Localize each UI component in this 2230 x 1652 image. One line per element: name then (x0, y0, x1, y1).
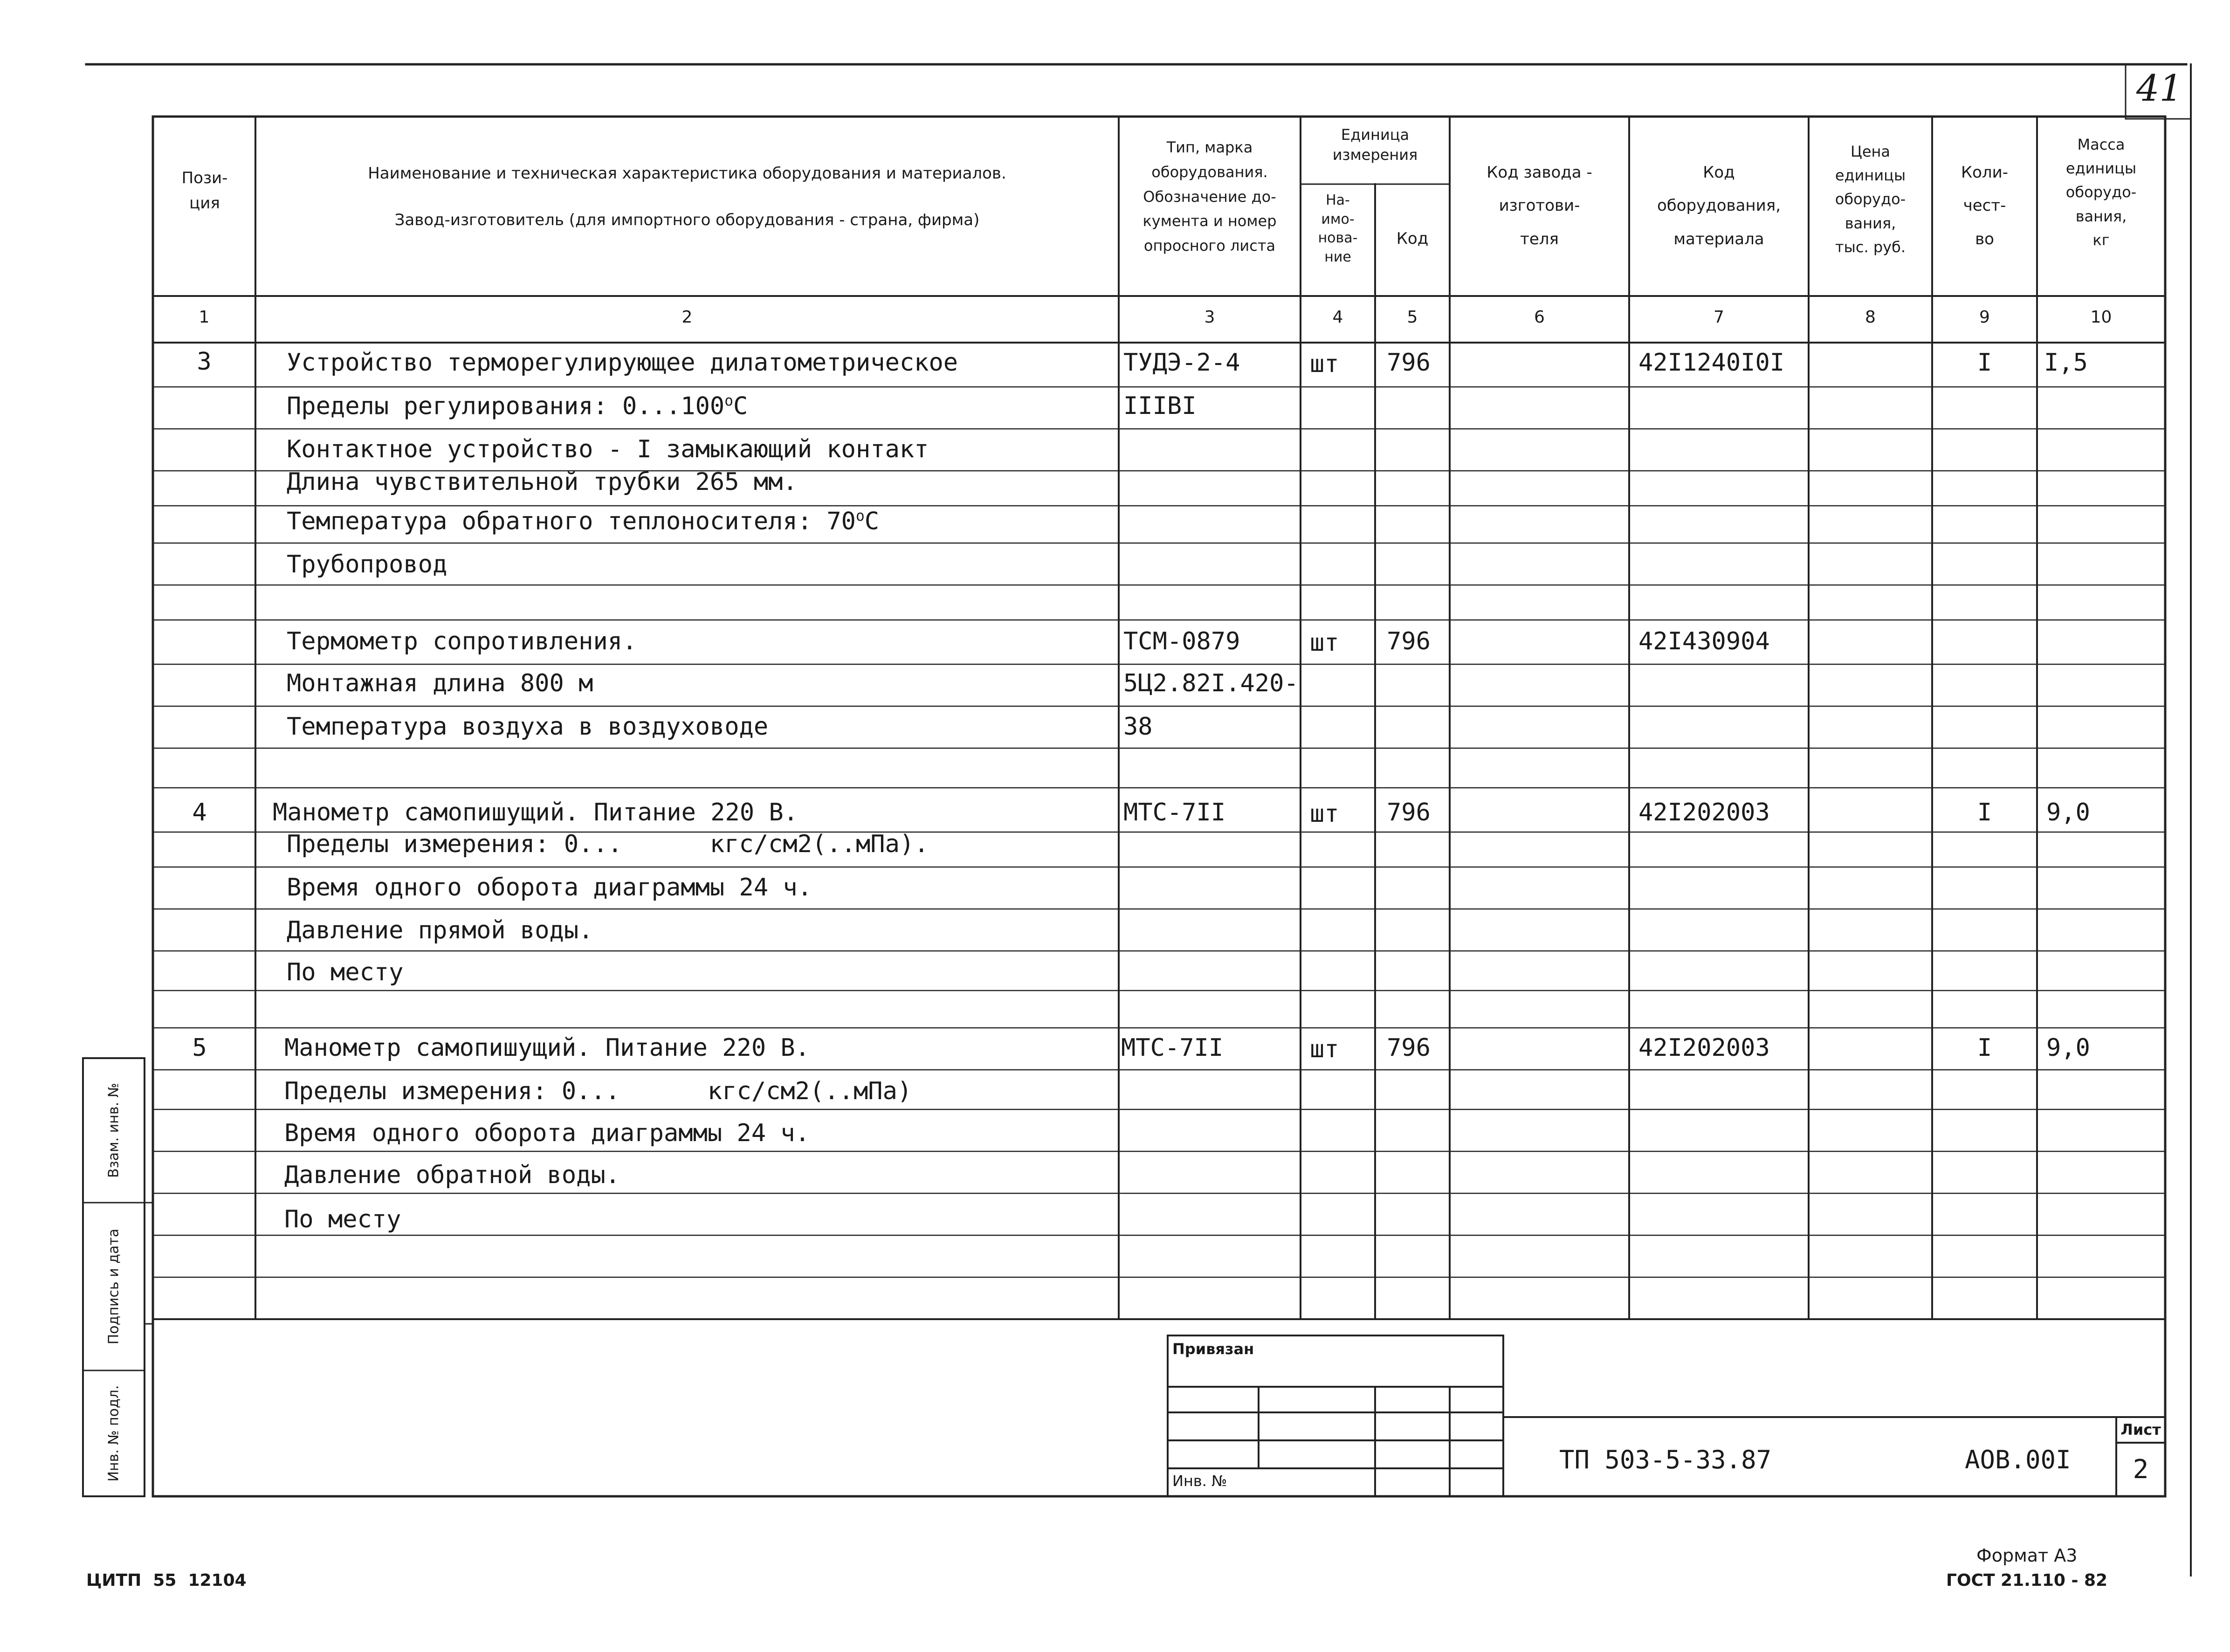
colnum-2: 2 (681, 308, 693, 327)
row10-name: Манометр самопишущий. Питание 220 В. (273, 798, 798, 826)
row10-mass: 9,0 (2046, 798, 2090, 826)
row15-type: МТС-7II (1121, 1034, 1224, 1062)
row4-name: Длина чувствительной трубки 265 мм. (287, 468, 798, 496)
row1-unit-code: 796 (1387, 349, 1431, 377)
row15-equipment-code: 42I202003 (1638, 1034, 1770, 1062)
header-type: Тип, марка оборудования. Обозначение до- кумента и номер опросного листа (1143, 138, 1277, 255)
row14-name: По месту (287, 958, 404, 986)
stamp-sheet-label: Лист (2120, 1421, 2161, 1439)
row1-equipment-code: 42I1240I0I (1638, 349, 1785, 377)
row2-type: IIIBI (1123, 392, 1197, 420)
stamp-sheet-value: 2 (2133, 1454, 2149, 1485)
row10-unit: шт (1310, 800, 1339, 828)
header-unit-group: Единица измерения (1332, 126, 1418, 164)
row7-unit: шт (1310, 629, 1339, 657)
side-label-signature-date: Подпись и дата (105, 1228, 122, 1345)
stamp-inv-no: Инв. № (1172, 1472, 1227, 1490)
row1-unit: шт (1310, 350, 1339, 378)
row2-name (287, 394, 748, 418)
row15-unit: шт (1310, 1035, 1339, 1063)
colnum-7: 7 (1714, 308, 1724, 327)
header-equipment-code: Код оборудования, материала (1657, 163, 1781, 248)
header-quantity: Коли- чест- во (1961, 163, 2009, 248)
row10-unit-code: 796 (1387, 798, 1431, 826)
row5-name (287, 507, 880, 536)
header-mass: Масса единицы оборудо- вания, кг (2065, 136, 2137, 249)
row3-name: Контактное устройство - I замыкающий контакт (287, 435, 929, 463)
row19-name: По месту (284, 1205, 401, 1233)
row17-name: Время одного оборота диаграммы 24 ч. (284, 1119, 810, 1147)
footer-left-code: ЦИТП 55 12104 (86, 1571, 247, 1590)
row5-degree: о (855, 508, 865, 524)
row9-name: Температура воздуха в воздуховоде (287, 713, 769, 741)
row1-position: 3 (197, 348, 212, 376)
row2-name-unit: С (733, 392, 748, 420)
colnum-5: 5 (1407, 308, 1418, 327)
row18-name: Давление обратной воды. (284, 1161, 620, 1189)
colnum-10: 10 (2090, 308, 2112, 327)
header-factory-code: Код завода - изготови- теля (1487, 163, 1592, 248)
row15-quantity: I (1977, 1034, 1992, 1062)
row13-name: Давление прямой воды. (287, 916, 593, 944)
row15-mass: 9,0 (2046, 1034, 2090, 1062)
page-number: 41 (2136, 68, 2183, 110)
row6-name: Трубопровод (287, 551, 447, 578)
row11-name: Пределы измерения: 0... кгс/см2(..мПа). (287, 830, 929, 858)
row15-name: Манометр самопишущий. Питание 220 В. (284, 1034, 810, 1062)
header-unit-name: На- имо- нова- ние (1318, 192, 1358, 265)
header-position: Пози- ция (181, 169, 228, 213)
row2-name-text: Пределы регулирования: 0...100 (287, 392, 725, 420)
row5-name-unit: С (864, 507, 880, 536)
header-unit-code: Код (1396, 229, 1429, 248)
stamp-code: АОВ.00I (1965, 1445, 2071, 1474)
row15-position: 5 (192, 1034, 207, 1062)
row16-name: Пределы измерения: 0... кгс/см2(..мПа) (284, 1077, 912, 1105)
colnum-3: 3 (1204, 308, 1215, 327)
colnum-8: 8 (1865, 308, 1876, 327)
row9-type: 38 (1123, 713, 1153, 741)
row7-type: ТСМ-0879 (1123, 627, 1240, 655)
row7-equipment-code: 42I430904 (1638, 627, 1770, 655)
stamp-privyazan: Привязан (1172, 1340, 1254, 1358)
stamp-doc-number: ТП 503-5-33.87 (1559, 1445, 1772, 1474)
footer-format: Формат А3 (1976, 1545, 2078, 1566)
row8-type: 5Ц2.82I.420- (1123, 669, 1299, 697)
colnum-6: 6 (1534, 308, 1545, 327)
row1-quantity: I (1977, 349, 1992, 377)
header-price: Цена единицы оборудо- вания, тыс. руб. (1835, 143, 1906, 256)
side-label-inv-no-orig: Инв. № подл. (105, 1385, 122, 1482)
row10-equipment-code: 42I202003 (1638, 798, 1770, 826)
header-name-line2: Завод-изготовитель (для импортного оборудования - страна, фирма) (394, 211, 980, 229)
row15-unit-code: 796 (1387, 1034, 1431, 1062)
row12-name: Время одного оборота диаграммы 24 ч. (287, 874, 812, 902)
row1-mass: I,5 (2044, 349, 2088, 377)
colnum-1: 1 (199, 308, 210, 327)
row10-type: МТС-7II (1123, 798, 1226, 826)
row8-name: Монтажная длина 800 м (287, 669, 593, 697)
row5-name-text: Температура обратного теплоносителя: 70 (287, 507, 856, 536)
colnum-4: 4 (1332, 308, 1343, 327)
colnum-9: 9 (1979, 308, 1990, 327)
row7-name: Термометр сопротивления. (287, 627, 637, 655)
row2-degree: о (724, 392, 733, 409)
row1-type: ТУДЭ-2-4 (1123, 349, 1240, 377)
row1-name: Устройство терморегулирующее дилатометрическое (287, 349, 958, 377)
row7-unit-code: 796 (1387, 627, 1431, 655)
footer-gost: ГОСТ 21.110 - 82 (1946, 1571, 2108, 1590)
side-label-vzam-inv: Взам. инв. № (105, 1083, 122, 1178)
header-name-line1: Наименование и техническая характеристика оборудования и материалов. (368, 164, 1006, 183)
row10-position: 4 (192, 798, 207, 826)
row10-quantity: I (1977, 798, 1992, 826)
